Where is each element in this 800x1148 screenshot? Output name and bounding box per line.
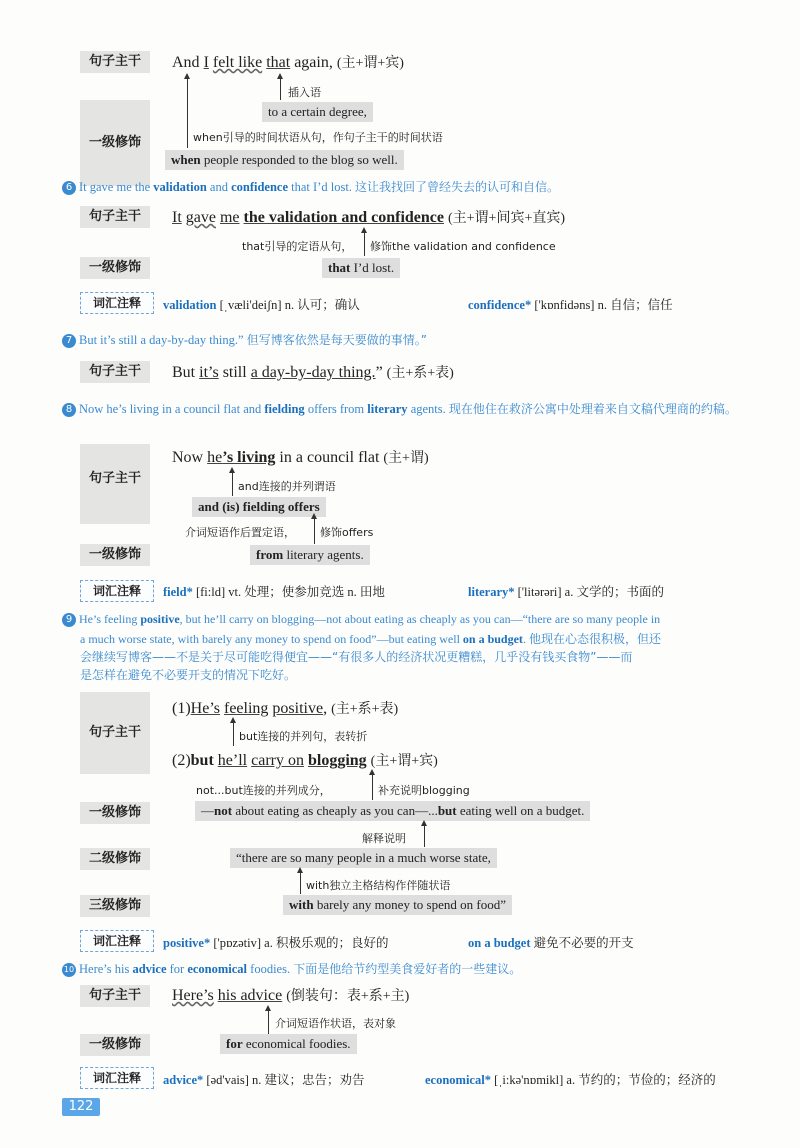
s10-vocab-2: economical* [ˌi:kə'nɒmikl] a. 节约的；节俭的；经济的: [425, 1073, 716, 1087]
arrow-up: [314, 518, 315, 544]
s6-sentence: 6 It gave me the validation and confidence that I’d lost. 这让我找回了曾经失去的认可和自信。: [62, 178, 559, 195]
s9-modifier-2: “there are so many people in a much worse state,: [230, 848, 497, 868]
s8-sentence: 8 Now he’s living in a council flat and fielding offers from literary agents. 现在他住在救济公寓中处理着来自文稿代理商的约稿。: [62, 400, 762, 418]
annotation: not...but连接的并列成分，: [196, 784, 331, 797]
annotation: but连接的并列句，表转折: [239, 730, 368, 743]
s5-modifier-1: to a certain degree,: [262, 102, 373, 122]
arrow-up: [424, 825, 425, 847]
s9-modifier-3: with barely any money to spend on food”: [283, 895, 512, 915]
label-main: 句子主干: [80, 444, 150, 524]
label-main: 句子主干: [80, 51, 150, 73]
s10-modifier-1: for economical foodies.: [220, 1034, 357, 1054]
s9-sentence-line-2: a much worse state, with barely any money to spend on food”—but eating well on a budget. 他现在心态很积极，但还: [80, 632, 661, 646]
annotation: and连接的并列谓语: [238, 480, 336, 493]
arrow-up: [300, 872, 301, 894]
s9-vocab-1: positive* ['pɒzətiv] a. 积极乐观的；良好的: [163, 936, 389, 950]
label-level1: 一级修饰: [80, 257, 150, 279]
s7-main-clause: But it’s still a day-by-day thing.” (主+系+表): [172, 364, 454, 381]
label-main: 句子主干: [80, 361, 150, 383]
s8-modifier-1: and (is) fielding offers: [192, 497, 326, 517]
label-level1: 一级修饰: [80, 100, 150, 186]
s5-modifier-2: when people responded to the blog so well.: [165, 150, 404, 170]
s10-main-clause: Here’s his advice (倒装句：表+系+主): [172, 987, 410, 1004]
s5-main-clause: And I felt like that again, (主+谓+宾): [172, 54, 404, 71]
annotation: 补充说明blogging: [378, 784, 470, 797]
arrow-up: [268, 1010, 269, 1034]
s6-main-clause: It gave me the validation and confidence (主+谓+间宾+直宾): [172, 209, 566, 226]
label-vocab: 词汇注释: [80, 292, 154, 314]
annotation: that引导的定语从句，: [242, 240, 353, 253]
s8-modifier-2: from literary agents.: [250, 545, 370, 565]
s9-main-clause-1: (1)He’s feeling positive, (主+系+表): [172, 700, 399, 717]
s9-vocab-2: on a budget 避免不必要的开支: [468, 936, 634, 950]
arrow-up: [233, 722, 234, 746]
s9-sentence-line-1: 9 He’s feeling positive, but he’ll carry on blogging—not about eating as cheaply as you can—“there are so many people in: [62, 612, 660, 627]
s8-vocab-1: field* [fi:ld] vt. 处理；使参加竞选 n. 田地: [163, 585, 385, 599]
annotation: 修饰the validation and confidence: [370, 240, 556, 253]
label-level1: 一级修饰: [80, 802, 150, 824]
s10-vocab-1: advice* [əd'vais] n. 建议；忠告；劝告: [163, 1073, 365, 1087]
label-vocab: 词汇注释: [80, 580, 154, 602]
annotation: with独立主格结构作伴随状语: [306, 879, 451, 892]
label-vocab: 词汇注释: [80, 1067, 154, 1089]
label-level1: 一级修饰: [80, 544, 150, 566]
annotation: 修饰offers: [320, 526, 374, 539]
annotation: 介词短语作后置定语，: [185, 526, 295, 539]
annotation: 插入语: [288, 86, 321, 99]
annotation: 介词短语作状语，表对象: [275, 1017, 396, 1030]
arrow-up: [232, 472, 233, 496]
label-level3: 三级修饰: [80, 895, 150, 917]
label-main: 句子主干: [80, 206, 150, 228]
s9-sentence-line-4: 是怎样在避免不必要开支的情况下吃好。: [80, 668, 297, 682]
label-vocab: 词汇注释: [80, 930, 154, 952]
s6-vocab-2: confidence* ['kɒnfidəns] n. 自信；信任: [468, 298, 673, 312]
s6-vocab-1: validation [ˌvæli'deiʃn] n. 认可；确认: [163, 298, 360, 312]
annotation: 解释说明: [362, 832, 406, 845]
label-main: 句子主干: [80, 985, 150, 1007]
label-main: 句子主干: [80, 692, 150, 774]
arrow-up: [187, 78, 188, 148]
arrow-up: [364, 232, 365, 256]
label-level2: 二级修饰: [80, 848, 150, 870]
s6-modifier-1: that I’d lost.: [322, 258, 400, 278]
s10-sentence: 10 Here’s his advice for economical foodies. 下面是他给节约型美食爱好者的一些建议。: [63, 962, 522, 976]
arrow-up: [280, 78, 281, 100]
s7-sentence: 7 But it’s still a day-by-day thing.” 但写博客依然是每天要做的事情。”: [62, 331, 427, 348]
s9-main-clause-2: (2)but he’ll carry on blogging (主+谓+宾): [172, 752, 438, 769]
label-level1: 一级修饰: [80, 1034, 150, 1056]
s8-main-clause: Now he’s living in a council flat (主+谓): [172, 449, 429, 466]
arrow-up: [372, 774, 373, 800]
annotation: when引导的时间状语从句，作句子主干的时间状语: [193, 131, 443, 144]
s9-sentence-line-3: 会继续写博客——不是关于尽可能吃得便宜——“有很多人的经济状况更糟糕，几乎没有钱买食物”——而: [80, 650, 633, 664]
page-number: 122: [62, 1098, 100, 1116]
s9-modifier-1: —not about eating as cheaply as you can—...but eating well on a budget.: [195, 801, 590, 821]
s8-vocab-2: literary* ['litərəri] a. 文学的；书面的: [468, 585, 664, 599]
